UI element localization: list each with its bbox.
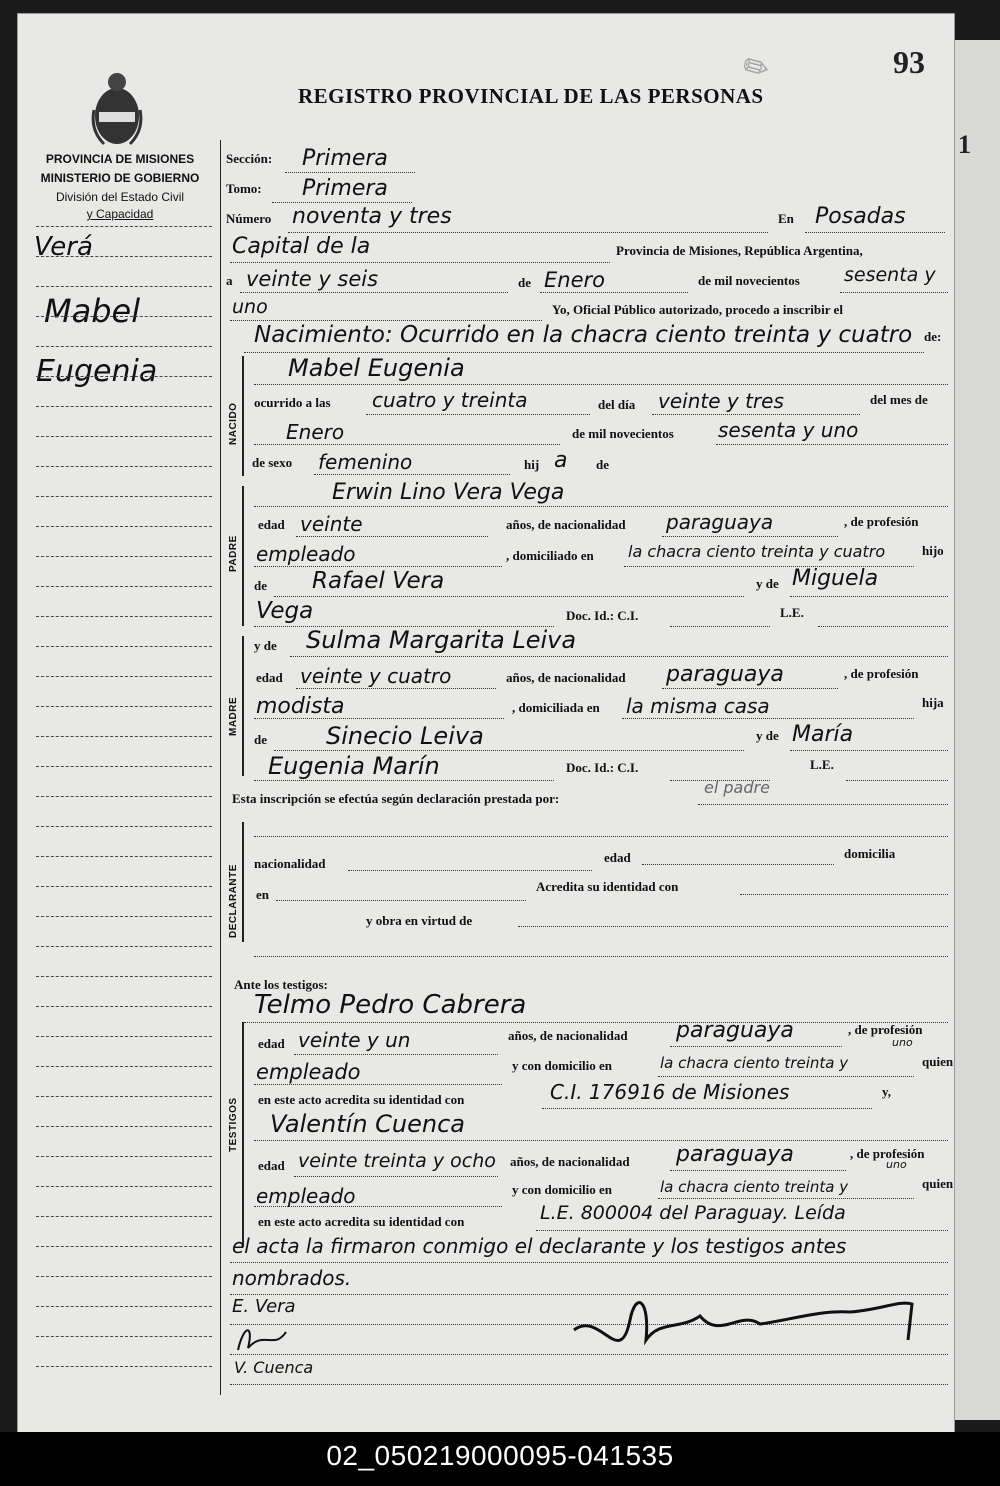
padre-edad-label: edad (258, 517, 285, 532)
t2-dom-line (658, 1198, 914, 1200)
nacido-line-1 (254, 384, 948, 386)
declarante-line-last (254, 956, 948, 958)
t1-nac-label: años, de nacionalidad (508, 1028, 628, 1043)
madre-madre2-line (254, 780, 554, 782)
sidebar-rule (36, 496, 212, 498)
sidebar-rule (36, 376, 212, 378)
sidebar-rule (36, 1186, 212, 1188)
sidebar-rule (36, 256, 212, 258)
t1-edad-line (294, 1054, 498, 1056)
declarante-dom-label: domicilia (844, 846, 896, 861)
sidebar-name-2: Mabel (44, 292, 141, 330)
declarante-nac-label: nacionalidad (254, 856, 326, 871)
t1-profesion: empleado (256, 1060, 361, 1084)
padre-doc-line (670, 626, 770, 628)
page-number: 93 (893, 44, 925, 80)
madre-edad: veinte y cuatro (300, 664, 452, 688)
t1-y-label: y, (882, 1084, 892, 1099)
declaracion-line (698, 804, 948, 806)
padre-nac-line (662, 536, 838, 538)
sidebar-rule (36, 1366, 212, 1368)
t2-nac-line (670, 1170, 846, 1172)
hij-value: a (554, 448, 568, 473)
t2-edad: veinte treinta y ocho (298, 1150, 496, 1172)
declarante-line-1 (254, 836, 948, 838)
sidebar-rule (36, 826, 212, 828)
sidebar-name-3: Eugenia (36, 354, 158, 389)
padre-padre: Rafael Vera (312, 568, 445, 594)
de-end: de: (924, 329, 942, 344)
madre-nacionalidad: paraguaya (666, 662, 784, 687)
madre-le-label: L.E. (810, 757, 834, 772)
declaracion-label: Esta inscripción se efectúa según declaración prestada por: (232, 791, 560, 806)
firma-declarante: E. Vera (232, 1296, 296, 1317)
signature-initials (234, 1320, 294, 1360)
sexo-line (314, 474, 510, 476)
madre-prof-line (254, 718, 504, 720)
t2-acredita-label: en este acto acredita su identidad con (258, 1214, 465, 1229)
anio-line (840, 292, 948, 294)
firma-testigo: V. Cuenca (234, 1358, 314, 1377)
sidebar-rule (36, 1006, 212, 1008)
padre-nac-label: años, de nacionalidad (506, 517, 626, 532)
nacido-box (242, 356, 244, 476)
anio-nacido: sesenta y uno (718, 418, 859, 442)
oficial-text: Yo, Oficial Público autorizado, procedo a inscribir el (552, 302, 843, 317)
sidebar-rule (36, 586, 212, 588)
province-line-2: MINISTERIO DE GOBIERNO (40, 171, 200, 185)
padre-profesion: empleado (256, 542, 356, 566)
t2-edad-label: edad (258, 1158, 285, 1173)
sidebar-rule (36, 616, 212, 618)
en-label: En (778, 211, 794, 226)
madre-padre: Sinecio Leiva (326, 722, 484, 750)
declarante-label: DECLARANTE (228, 864, 239, 938)
madre-dom-label: , domiciliada en (512, 700, 600, 715)
t2-domicilio-sup: uno (886, 1158, 907, 1171)
declarante-edad-label: edad (604, 850, 631, 865)
t2-nac-label: años, de nacionalidad (510, 1154, 630, 1169)
en-line (805, 232, 945, 234)
mes-line (540, 292, 688, 294)
mil-label: de mil novecientos (698, 273, 800, 288)
padre-yde-label: y de (756, 576, 779, 591)
lugar-value: Capital de la (232, 234, 371, 259)
dia-nac-line (652, 414, 860, 416)
province-line-3: División del Estado Civil (55, 190, 185, 204)
padre-doc-label: Doc. Id.: C.I. (566, 608, 639, 623)
madre-edad-label: edad (256, 670, 283, 685)
declarante-acredita-line (740, 894, 948, 896)
adjacent-page-edge (954, 40, 1000, 1420)
sidebar-rule (36, 736, 212, 738)
madre-yde-label: y de (254, 638, 277, 653)
madre-edad-line (296, 688, 496, 690)
madre-profesion: modista (256, 694, 345, 719)
padre-nombre: Erwin Lino Vera Vega (332, 480, 565, 505)
madre-madre-1: María (792, 722, 854, 747)
madre-hija-label: hija (922, 695, 944, 710)
t1-domicilio-sup: uno (892, 1036, 913, 1049)
t2-dom-label: y con domicilio en (512, 1182, 613, 1197)
province-line-1: PROVINCIA DE MISIONES (45, 152, 195, 166)
de-label: de (518, 275, 531, 290)
provincia-text: Provincia de Misiones, República Argentina, (616, 243, 863, 258)
sig-line-3 (230, 1384, 948, 1386)
sidebar-rule (36, 1216, 212, 1218)
sidebar-rule (36, 1126, 212, 1128)
sexo-label: de sexo (252, 455, 293, 470)
padre-dom-label: , domiciliado en (506, 548, 594, 563)
sidebar-rule (36, 1066, 212, 1068)
madre-line-1 (290, 656, 948, 658)
madre-label: MADRE (228, 696, 239, 736)
page-title: REGISTRO PROVINCIAL DE LAS PERSONAS (298, 84, 764, 108)
en-value: Posadas (815, 204, 906, 229)
t2-quien-label: quien (922, 1176, 954, 1191)
nacido-nombre: Mabel Eugenia (288, 354, 465, 382)
testigo2-line (254, 1140, 948, 1142)
t2-prof-label: , de profesión (850, 1146, 925, 1161)
padre-edad-line (296, 536, 488, 538)
t2-nacionalidad: paraguaya (676, 1142, 794, 1167)
a-label: a (226, 273, 233, 288)
t2-profesion: empleado (256, 1184, 356, 1208)
coat-of-arms-icon (90, 70, 144, 148)
declarante-box (242, 822, 244, 942)
t1-dom-label: y con domicilio en (512, 1058, 613, 1073)
padre-box (242, 486, 244, 626)
mes-label: del mes de (870, 392, 928, 407)
padre-prof-label: , de profesión (844, 514, 919, 529)
hora-line (366, 414, 590, 416)
sidebar-rule (36, 646, 212, 648)
sidebar-rule (36, 1336, 212, 1338)
anio-nac-line (716, 444, 948, 446)
nacido-de-label: de (596, 457, 609, 472)
sidebar-rule (36, 1036, 212, 1038)
seccion-line (285, 172, 415, 174)
sidebar-rule (36, 946, 212, 948)
t1-prof-line (254, 1084, 502, 1086)
t1-domicilio: la chacra ciento treinta y (660, 1054, 849, 1072)
padre-de-label: de (254, 578, 267, 593)
declarante-en-label: en (256, 887, 269, 902)
madre-nombre: Sulma Margarita Leiva (306, 626, 577, 654)
t1-acredita-label: en este acto acredita su identidad con (258, 1092, 465, 1107)
cierre-line-1 (230, 1262, 948, 1264)
testigos-ante-label: Ante los testigos: (234, 977, 328, 992)
sidebar-rule (36, 346, 212, 348)
sidebar-rule (36, 676, 212, 678)
padre-madre-line (790, 596, 948, 598)
dia-nacido: veinte y tres (658, 389, 784, 413)
madre-de-label: de (254, 732, 267, 747)
padre-line-1 (254, 506, 948, 508)
testigo1-line (244, 1022, 948, 1024)
padre-le-label: L.E. (780, 605, 804, 620)
hora-value: cuatro y treinta (372, 388, 528, 412)
declarante-acredita-label: Acredita su identidad con (536, 879, 679, 894)
sidebar-rule (36, 1156, 212, 1158)
sidebar-rule (36, 556, 212, 558)
madre-domicilio: la misma casa (626, 694, 770, 718)
padre-domicilio: la chacra ciento treinta y cuatro (628, 542, 886, 561)
sidebar-rule (36, 316, 212, 318)
declarante-virtud-line (518, 926, 948, 928)
t1-dom-line (658, 1076, 914, 1078)
madre-prof-label: , de profesión (844, 666, 919, 681)
tomo-value: Primera (302, 176, 388, 201)
seccion-label: Sección: (226, 151, 273, 166)
numero-value: noventa y tres (292, 204, 452, 229)
declaracion-value: el padre (704, 778, 770, 797)
lugar-line (230, 262, 610, 264)
numero-label: Número (226, 211, 272, 226)
sidebar-rule (36, 886, 212, 888)
declarante-nac-line (348, 870, 592, 872)
sidebar-rule (36, 286, 212, 288)
official-signature (560, 1280, 930, 1380)
cierre-1: el acta la firmaron conmigo el declarante y los testigos antes (232, 1234, 847, 1258)
t1-edad-label: edad (258, 1036, 285, 1051)
tomo-label: Tomo: (226, 181, 262, 196)
nacido-label: NACIDO (228, 402, 239, 445)
testigos-box (242, 1022, 244, 1247)
padre-padre-line (274, 596, 744, 598)
dia-label: del día (598, 397, 636, 412)
sidebar-rule (36, 436, 212, 438)
declarante-en-line (276, 900, 526, 902)
anio-2: uno (232, 296, 268, 318)
sidebar-rule (36, 1276, 212, 1278)
mes-registro: Enero (544, 268, 605, 292)
t1-prof-label: , de profesión (848, 1022, 923, 1037)
sidebar-rule (36, 796, 212, 798)
mes-nacido: Enero (286, 420, 345, 444)
sidebar-rule (36, 916, 212, 918)
madre-madre-2: Eugenia Marín (268, 752, 440, 780)
t1-nac-line (670, 1046, 842, 1048)
hij-label: hij (524, 457, 540, 472)
sidebar-rule (36, 466, 212, 468)
sidebar-rule (36, 856, 212, 858)
declarante-virtud-label: y obra en virtud de (366, 913, 473, 928)
dia-registro: veinte y seis (246, 267, 379, 291)
t2-doc: L.E. 800004 del Paraguay. Leída (540, 1202, 846, 1224)
padre-label: PADRE (228, 535, 239, 572)
t2-doc-line (536, 1230, 948, 1232)
anio-label: de mil novecientos (572, 426, 674, 441)
cierre-2: nombrados. (232, 1266, 352, 1290)
sidebar-rule (36, 766, 212, 768)
t1-edad: veinte y un (298, 1028, 411, 1052)
padre-nacionalidad: paraguaya (666, 510, 774, 534)
faded-stamp: ✎ (731, 47, 778, 94)
madre-doc-label: Doc. Id.: C.I. (566, 760, 639, 775)
province-line-4: y Capacidad (86, 207, 154, 221)
padre-le-line (818, 626, 948, 628)
testigo2-nombre: Valentín Cuenca (270, 1110, 465, 1138)
anio-1: sesenta y (844, 264, 936, 286)
madre-madre-line (790, 750, 948, 752)
padre-madre-2: Vega (256, 598, 314, 624)
hora-label: ocurrido a las (254, 395, 331, 410)
t1-nacionalidad: paraguaya (676, 1018, 794, 1043)
t2-edad-line (294, 1176, 498, 1178)
sidebar-rule (36, 526, 212, 528)
sidebar-rule (36, 706, 212, 708)
sidebar-rule (36, 406, 212, 408)
t2-domicilio: la chacra ciento treinta y (660, 1178, 849, 1196)
sidebar-rule (36, 976, 212, 978)
mes-nac-line (254, 444, 560, 446)
t2-prof-line (254, 1206, 502, 1208)
seccion-value: Primera (302, 146, 388, 171)
dia-line (240, 292, 508, 294)
sidebar-rule (36, 1246, 212, 1248)
sidebar-rule (36, 1096, 212, 1098)
t1-quien-label: quien (922, 1054, 954, 1069)
padre-hijo-label: hijo (922, 543, 944, 558)
t1-doc: C.I. 176916 de Misiones (550, 1080, 790, 1104)
madre-le-line (846, 780, 948, 782)
madre-box (242, 636, 244, 776)
madre-dom-line (622, 718, 914, 720)
testigos-label: TESTIGOS (228, 1097, 239, 1152)
fragment-1: 1 (958, 130, 971, 159)
sidebar-name-1: Verá (34, 232, 93, 262)
padre-madre-1: Miguela (792, 566, 879, 591)
declarante-edad-line (642, 864, 834, 866)
padre-edad: veinte (300, 512, 363, 536)
t1-doc-line (542, 1108, 872, 1110)
image-caption: 02_050219000095-041535 (326, 1440, 674, 1471)
sexo-value: femenino (318, 450, 413, 474)
sidebar-rule (36, 226, 212, 228)
sidebar-rule (36, 1306, 212, 1308)
madre-yde2-label: y de (756, 728, 779, 743)
testigo1-nombre: Telmo Pedro Cabrera (254, 990, 527, 1020)
margin-line (220, 140, 221, 1395)
madre-nac-label: años, de nacionalidad (506, 670, 626, 685)
acto-value: Nacimiento: Ocurrido en la chacra ciento treinta y cuatro (254, 322, 913, 348)
madre-nac-line (662, 688, 838, 690)
